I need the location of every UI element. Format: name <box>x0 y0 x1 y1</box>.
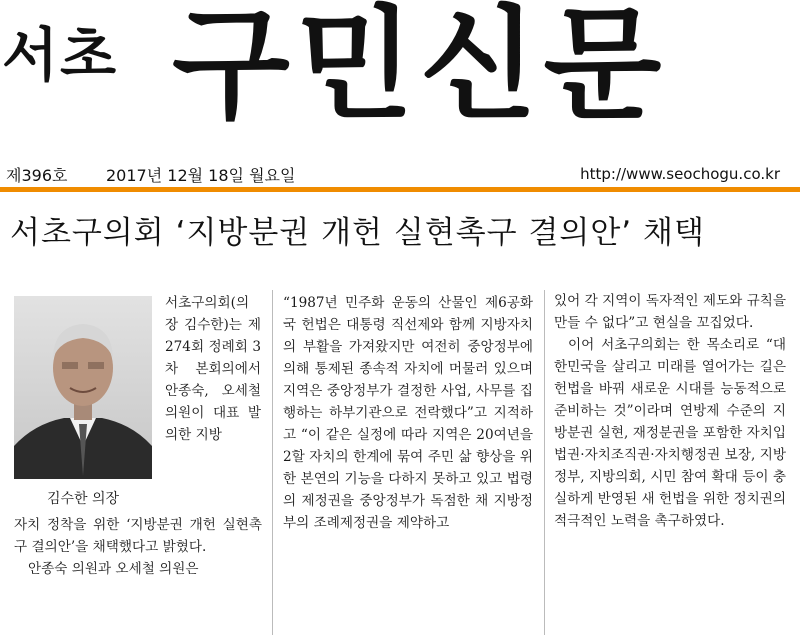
masthead <box>0 0 800 160</box>
portrait-photo <box>14 296 152 479</box>
paragraph: 자치 정착을 위한 ‘지방분권 개헌 실현촉구 결의안’을 채택했다고 밝혔다. <box>14 517 262 555</box>
issue-number: 제396호 <box>6 166 68 185</box>
issue-info-bar <box>6 163 796 185</box>
paragraph: 있어 각 지역이 독자적인 제도와 규칙을 만들 수 없다”고 현실을 꼬집었다. <box>554 293 786 331</box>
paragraph: 서초구의회(의장 김수한)는 제274회 정례회 3차 본회의에서 안종숙, 오세철 의원이 대표 발의한 지방 <box>165 295 261 443</box>
photo-caption: 김수한 의장 <box>46 491 120 507</box>
paragraph: “1987년 민주화 운동의 산물인 제6공화국 헌법은 대통령 직선제와 함께 지방자치의 부활을 가져왔지만 여전히 중앙정부에 의해 통제된 종속적 자치에 머물러 있으며 지역은 중앙정부가 결정한 사업, 사무를 집행하는 하부기관으로 전락했다”고 지적하고 “이 같은 실정에 따라 지역은 20여년을 2할 자치의 한계에 묶여 주민 삶 향상을 위한 본연의 기능을 다하지 못하고 있고 법령의 제정권을 중앙정부가 독점한 채 지방정부의 조례제정권을 제약하고 <box>283 295 533 531</box>
orange-divider-rule <box>0 187 800 192</box>
issue-date: 2017년 12월 18일 월요일 <box>106 166 296 185</box>
article-column-3 <box>554 290 786 532</box>
article-column-2 <box>283 292 533 534</box>
article-column-1-narrow <box>165 292 261 446</box>
website-url: http://www.seochogu.co.kr <box>580 165 780 183</box>
column-divider <box>272 290 273 635</box>
masthead-title-small: 서초 <box>2 21 119 89</box>
column-divider <box>544 290 545 635</box>
paragraph: 안종숙 의원과 오세철 의원은 <box>28 561 199 577</box>
paragraph: 이어 서초구의회는 한 목소리로 “대한민국을 살리고 미래를 열어가는 길은 헌법을 바꿔 새로운 시대를 능동적으로 준비하는 것”이라며 연방제 수준의 지방분권 실현, 재정분권을 포함한 자치입법권·자치조직권·자치행정권 보장, 지방정부, 지방의회, 시민 참여 확대 등이 충실하게 반영된 새 헌법을 위한 정치권의 적극적인 노력을 촉구하였다. <box>554 337 786 529</box>
article-headline: 서초구의회 ‘지방분권 개헌 실현촉구 결의안’ 채택 <box>10 215 705 251</box>
portrait-illustration <box>14 296 152 479</box>
article-column-1-wide <box>14 514 262 580</box>
masthead-title-large: 구민신문 <box>172 0 668 136</box>
